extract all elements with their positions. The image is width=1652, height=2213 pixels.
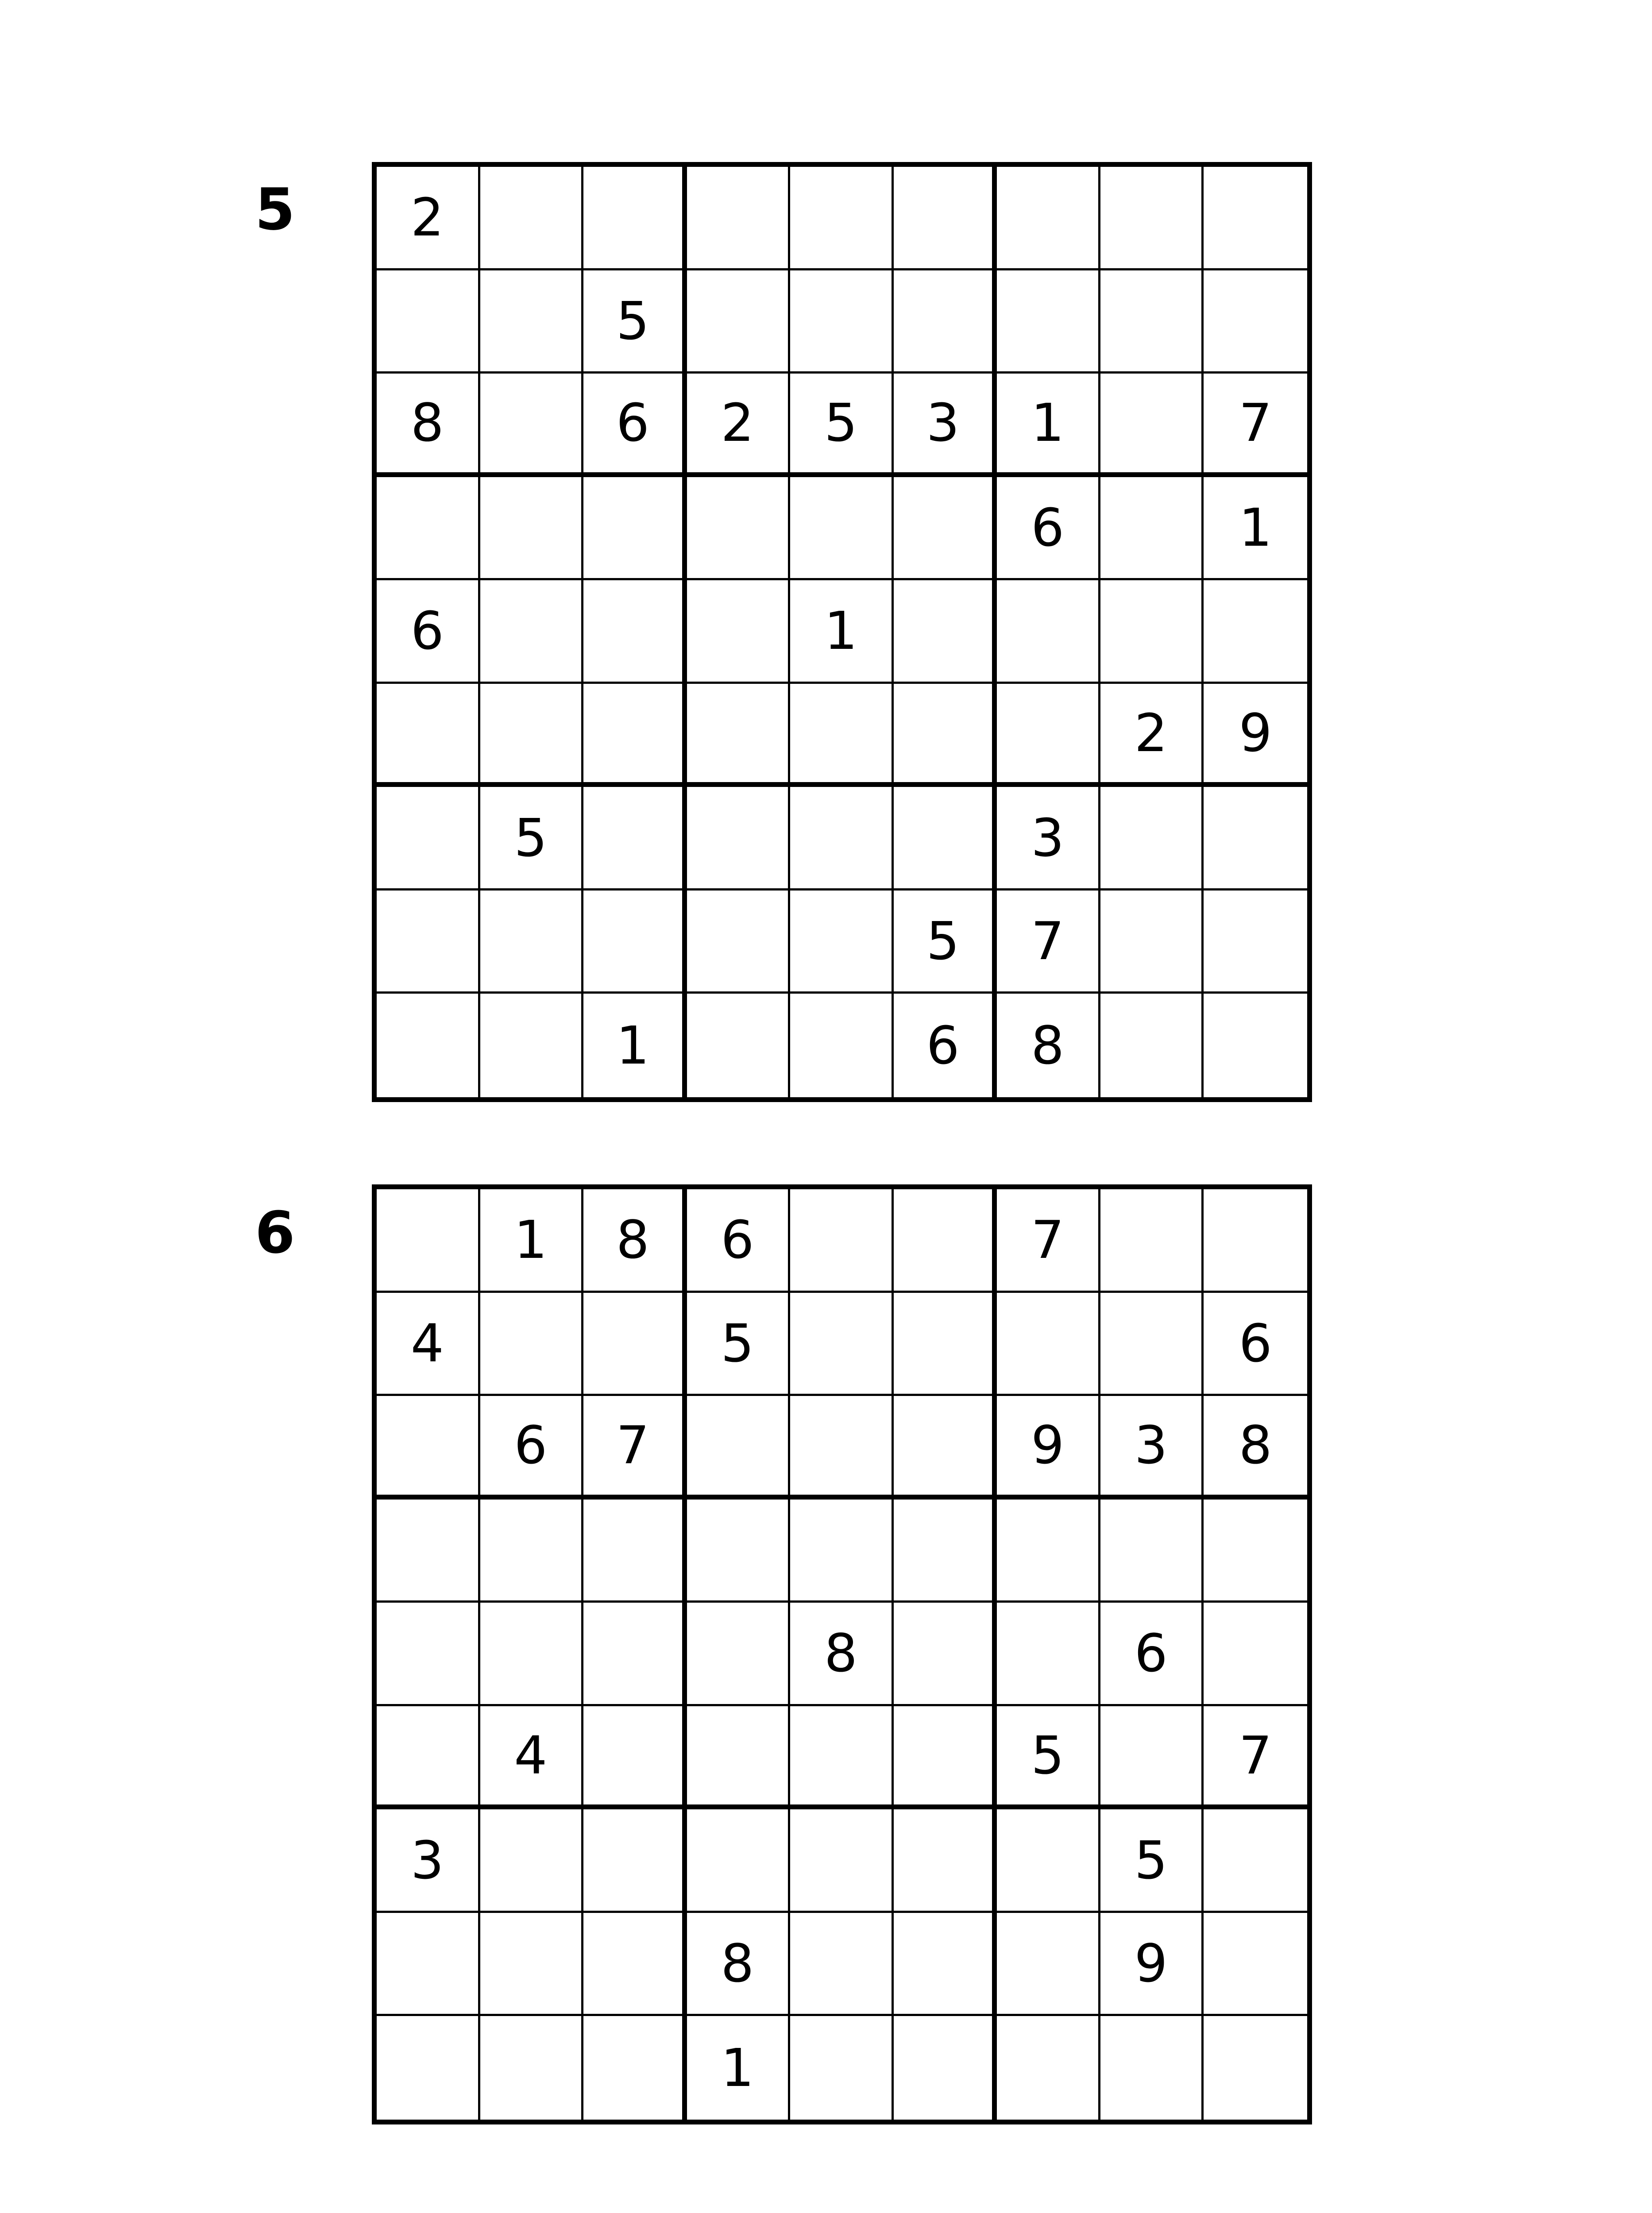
- empty-cell[interactable]: [997, 1809, 1100, 1913]
- empty-cell[interactable]: [687, 684, 791, 787]
- empty-cell[interactable]: [687, 580, 791, 684]
- empty-cell[interactable]: [997, 2016, 1100, 2120]
- given-digit-cell[interactable]: 6: [1204, 1293, 1307, 1396]
- empty-cell[interactable]: [583, 1603, 687, 1706]
- empty-cell[interactable]: [997, 1500, 1100, 1603]
- empty-cell[interactable]: [894, 684, 997, 787]
- empty-cell[interactable]: [1100, 1500, 1204, 1603]
- empty-cell[interactable]: [480, 2016, 584, 2120]
- empty-cell[interactable]: [583, 891, 687, 994]
- empty-cell[interactable]: [1204, 2016, 1307, 2120]
- given-digit-cell[interactable]: 6: [480, 1396, 584, 1500]
- empty-cell[interactable]: [377, 270, 480, 374]
- empty-cell[interactable]: [377, 1500, 480, 1603]
- given-digit-cell[interactable]: 9: [1204, 684, 1307, 787]
- empty-cell[interactable]: [480, 994, 584, 1097]
- given-digit-cell[interactable]: 7: [997, 1189, 1100, 1293]
- empty-cell[interactable]: [1100, 1189, 1204, 1293]
- empty-cell[interactable]: [377, 1396, 480, 1500]
- empty-cell[interactable]: [583, 787, 687, 891]
- empty-cell[interactable]: [1204, 994, 1307, 1097]
- given-digit-cell[interactable]: 1: [790, 580, 894, 684]
- empty-cell[interactable]: [894, 1706, 997, 1810]
- empty-cell[interactable]: [583, 1809, 687, 1913]
- given-digit-cell[interactable]: 5: [894, 891, 997, 994]
- empty-cell[interactable]: [894, 1809, 997, 1913]
- given-digit-cell[interactable]: 1: [480, 1189, 584, 1293]
- empty-cell[interactable]: [687, 167, 791, 270]
- empty-cell[interactable]: [480, 1809, 584, 1913]
- given-digit-cell[interactable]: 1: [583, 994, 687, 1097]
- empty-cell[interactable]: [997, 580, 1100, 684]
- given-digit-cell[interactable]: 2: [1100, 684, 1204, 787]
- empty-cell[interactable]: [480, 580, 584, 684]
- given-digit-cell[interactable]: 5: [687, 1293, 791, 1396]
- given-digit-cell[interactable]: 6: [1100, 1603, 1204, 1706]
- empty-cell[interactable]: [377, 891, 480, 994]
- empty-cell[interactable]: [790, 1293, 894, 1396]
- empty-cell[interactable]: [790, 994, 894, 1097]
- given-digit-cell[interactable]: 1: [997, 374, 1100, 477]
- empty-cell[interactable]: [1100, 2016, 1204, 2120]
- given-digit-cell[interactable]: 6: [377, 580, 480, 684]
- empty-cell[interactable]: [790, 167, 894, 270]
- empty-cell[interactable]: [377, 684, 480, 787]
- empty-cell[interactable]: [894, 787, 997, 891]
- empty-cell[interactable]: [377, 1706, 480, 1810]
- given-digit-cell[interactable]: 8: [997, 994, 1100, 1097]
- empty-cell[interactable]: [480, 1500, 584, 1603]
- empty-cell[interactable]: [1100, 374, 1204, 477]
- empty-cell[interactable]: [790, 787, 894, 891]
- empty-cell[interactable]: [894, 1913, 997, 2016]
- empty-cell[interactable]: [790, 1913, 894, 2016]
- empty-cell[interactable]: [1204, 167, 1307, 270]
- given-digit-cell[interactable]: 6: [997, 477, 1100, 581]
- empty-cell[interactable]: [480, 1913, 584, 2016]
- empty-cell[interactable]: [790, 1396, 894, 1500]
- empty-cell[interactable]: [687, 270, 791, 374]
- puzzle-number-5: 5: [255, 176, 295, 243]
- given-digit-cell[interactable]: 9: [1100, 1913, 1204, 2016]
- empty-cell[interactable]: [1204, 891, 1307, 994]
- given-digit-cell[interactable]: 7: [1204, 1706, 1307, 1810]
- empty-cell[interactable]: [790, 477, 894, 581]
- empty-cell[interactable]: [687, 1706, 791, 1810]
- empty-cell[interactable]: [894, 1189, 997, 1293]
- empty-cell[interactable]: [377, 1189, 480, 1293]
- empty-cell[interactable]: [583, 1706, 687, 1810]
- sudoku-grid-6: [372, 1184, 1312, 2124]
- empty-cell[interactable]: [1204, 1603, 1307, 1706]
- given-digit-cell[interactable]: 1: [687, 2016, 791, 2120]
- empty-cell[interactable]: [790, 1189, 894, 1293]
- given-digit-cell[interactable]: 4: [480, 1706, 584, 1810]
- empty-cell[interactable]: [377, 477, 480, 581]
- empty-cell[interactable]: [687, 1809, 791, 1913]
- empty-cell[interactable]: [1204, 787, 1307, 891]
- empty-cell[interactable]: [1204, 580, 1307, 684]
- empty-cell[interactable]: [894, 1500, 997, 1603]
- empty-cell[interactable]: [1100, 167, 1204, 270]
- sudoku-grid-5: [372, 162, 1312, 1102]
- empty-cell[interactable]: [790, 1809, 894, 1913]
- empty-cell[interactable]: [377, 1913, 480, 2016]
- empty-cell[interactable]: [1100, 994, 1204, 1097]
- puzzle-number-6: 6: [255, 1199, 295, 1266]
- given-digit-cell[interactable]: 8: [583, 1189, 687, 1293]
- empty-cell[interactable]: [687, 477, 791, 581]
- empty-cell[interactable]: [1100, 477, 1204, 581]
- empty-cell[interactable]: [583, 477, 687, 581]
- empty-cell[interactable]: [687, 1396, 791, 1500]
- given-digit-cell[interactable]: 3: [377, 1809, 480, 1913]
- empty-cell[interactable]: [894, 2016, 997, 2120]
- empty-cell[interactable]: [687, 994, 791, 1097]
- empty-cell[interactable]: [687, 891, 791, 994]
- empty-cell[interactable]: [377, 994, 480, 1097]
- given-digit-cell[interactable]: 3: [894, 374, 997, 477]
- empty-cell[interactable]: [687, 1500, 791, 1603]
- empty-cell[interactable]: [790, 1706, 894, 1810]
- given-digit-cell[interactable]: 6: [687, 1189, 791, 1293]
- empty-cell[interactable]: [1100, 891, 1204, 994]
- given-digit-cell[interactable]: 6: [894, 994, 997, 1097]
- empty-cell[interactable]: [894, 477, 997, 581]
- given-digit-cell[interactable]: 8: [687, 1913, 791, 2016]
- empty-cell[interactable]: [583, 684, 687, 787]
- empty-cell[interactable]: [480, 891, 584, 994]
- empty-cell[interactable]: [583, 167, 687, 270]
- given-digit-cell[interactable]: 4: [377, 1293, 480, 1396]
- given-digit-cell[interactable]: 5: [790, 374, 894, 477]
- given-digit-cell[interactable]: 5: [997, 1706, 1100, 1810]
- empty-cell[interactable]: [997, 684, 1100, 787]
- empty-cell[interactable]: [480, 477, 584, 581]
- empty-cell[interactable]: [1100, 580, 1204, 684]
- empty-cell[interactable]: [894, 167, 997, 270]
- empty-cell[interactable]: [894, 580, 997, 684]
- given-digit-cell[interactable]: 1: [1204, 477, 1307, 581]
- given-digit-cell[interactable]: 5: [480, 787, 584, 891]
- empty-cell[interactable]: [894, 270, 997, 374]
- empty-cell[interactable]: [997, 1603, 1100, 1706]
- given-digit-cell[interactable]: 7: [997, 891, 1100, 994]
- empty-cell[interactable]: [790, 2016, 894, 2120]
- given-digit-cell[interactable]: 7: [583, 1396, 687, 1500]
- empty-cell[interactable]: [997, 167, 1100, 270]
- given-digit-cell[interactable]: 8: [1204, 1396, 1307, 1500]
- empty-cell[interactable]: [1100, 270, 1204, 374]
- empty-cell[interactable]: [583, 1913, 687, 2016]
- empty-cell[interactable]: [1204, 1913, 1307, 2016]
- given-digit-cell[interactable]: 2: [377, 167, 480, 270]
- empty-cell[interactable]: [894, 1293, 997, 1396]
- empty-cell[interactable]: [687, 787, 791, 891]
- empty-cell[interactable]: [377, 1603, 480, 1706]
- empty-cell[interactable]: [480, 1293, 584, 1396]
- empty-cell[interactable]: [583, 580, 687, 684]
- empty-cell[interactable]: [790, 270, 894, 374]
- empty-cell[interactable]: [894, 1396, 997, 1500]
- given-digit-cell[interactable]: 5: [583, 270, 687, 374]
- empty-cell[interactable]: [1204, 1809, 1307, 1913]
- empty-cell[interactable]: [790, 684, 894, 787]
- empty-cell[interactable]: [1100, 1706, 1204, 1810]
- empty-cell[interactable]: [1204, 270, 1307, 374]
- empty-cell[interactable]: [480, 270, 584, 374]
- given-digit-cell[interactable]: 3: [997, 787, 1100, 891]
- empty-cell[interactable]: [583, 1293, 687, 1396]
- empty-cell[interactable]: [583, 2016, 687, 2120]
- empty-cell[interactable]: [1204, 1189, 1307, 1293]
- given-digit-cell[interactable]: 8: [377, 374, 480, 477]
- empty-cell[interactable]: [894, 1603, 997, 1706]
- given-digit-cell[interactable]: 6: [583, 374, 687, 477]
- empty-cell[interactable]: [377, 2016, 480, 2120]
- empty-cell[interactable]: [1204, 1500, 1307, 1603]
- given-digit-cell[interactable]: 9: [997, 1396, 1100, 1500]
- empty-cell[interactable]: [687, 1603, 791, 1706]
- empty-cell[interactable]: [377, 787, 480, 891]
- empty-cell[interactable]: [790, 891, 894, 994]
- empty-cell[interactable]: [997, 1293, 1100, 1396]
- empty-cell[interactable]: [790, 1500, 894, 1603]
- empty-cell[interactable]: [1100, 1293, 1204, 1396]
- given-digit-cell[interactable]: 3: [1100, 1396, 1204, 1500]
- empty-cell[interactable]: [480, 374, 584, 477]
- empty-cell[interactable]: [1100, 787, 1204, 891]
- empty-cell[interactable]: [997, 1913, 1100, 2016]
- empty-cell[interactable]: [480, 684, 584, 787]
- given-digit-cell[interactable]: 2: [687, 374, 791, 477]
- given-digit-cell[interactable]: 8: [790, 1603, 894, 1706]
- given-digit-cell[interactable]: 7: [1204, 374, 1307, 477]
- empty-cell[interactable]: [583, 1500, 687, 1603]
- empty-cell[interactable]: [480, 167, 584, 270]
- empty-cell[interactable]: [480, 1603, 584, 1706]
- empty-cell[interactable]: [997, 270, 1100, 374]
- given-digit-cell[interactable]: 5: [1100, 1809, 1204, 1913]
